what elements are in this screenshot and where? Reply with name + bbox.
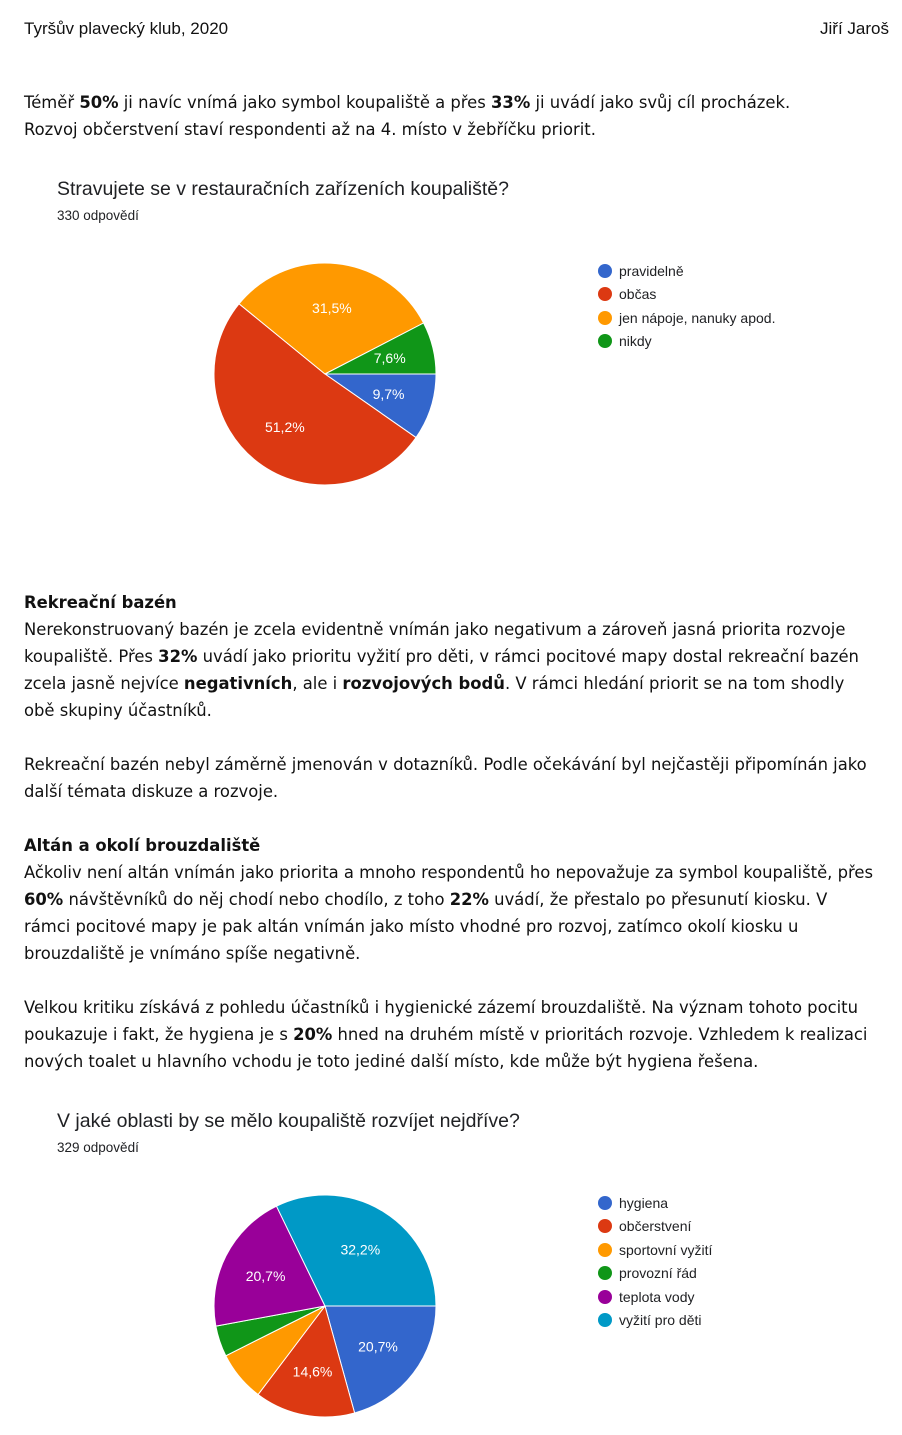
legend-item <box>598 1191 712 1215</box>
pie-chart <box>0 1102 902 1435</box>
legend-label: vyžití pro děti <box>619 1312 702 1329</box>
legend-swatch <box>598 1196 612 1210</box>
chart-title: V jaké oblasti by se mělo koupaliště rozvíjet nejdříve? <box>57 1110 520 1132</box>
chart-response-count: 330 odpovědí <box>57 208 139 223</box>
legend-swatch <box>598 1219 612 1233</box>
chart-response-count: 329 odpovědí <box>57 1140 139 1155</box>
legend-swatch <box>598 1313 612 1327</box>
pie-data-label: 20,7% <box>358 1338 398 1355</box>
legend-swatch <box>598 1290 612 1304</box>
section-title: Rekreační bazén <box>24 593 177 612</box>
chart-title: Stravujete se v restauračních zařízeních koupaliště? <box>57 178 509 200</box>
legend-item <box>598 259 775 283</box>
legend-swatch <box>598 287 612 301</box>
legend-label: teplota vody <box>619 1288 695 1305</box>
legend-label: pravidelně <box>619 262 684 279</box>
legend-label: sportovní vyžití <box>619 1241 713 1258</box>
legend-item <box>598 1285 712 1309</box>
chart-development-priorities <box>0 1102 902 1435</box>
legend-label: hygiena <box>619 1194 669 1211</box>
legend-swatch <box>598 1243 612 1257</box>
intro-paragraph <box>24 89 874 143</box>
legend-swatch <box>598 264 612 278</box>
pie-data-label: 7,6% <box>373 350 406 367</box>
legend-swatch <box>598 334 612 348</box>
legend-label: nikdy <box>619 333 652 350</box>
legend-item <box>598 1262 712 1286</box>
pie-data-label: 32,2% <box>340 1241 381 1258</box>
document-header-left: Tyršův plavecký klub, 2020 <box>24 19 229 38</box>
section-paragraph: Velkou kritiku získává z pohledu účastníků i hygienické zázemí brouzdaliště. Na význam tohoto pocitu poukazuje i fakt, že hygiena je s 20% hned na druhém místě v prioritách rozvoje. Vzhledem k realizaci nových toalet u hlavního vchodu je toto jediné další místo, kde může být hygiena řešena. <box>24 998 868 1071</box>
section-paragraph: Ačkoliv není altán vnímán jako priorita a mnoho respondentů ho nepovažuje za symbol koupaliště, přes 60% návštěvníků do něj chodí nebo chodílo, z toho 22% uvádí, že přestalo po přesunutí kiosku. V rámci pocitové mapy je pak altán vnímán jako místo vhodné pro rozvoj, zatímco okolí kiosku u brouzdaliště je vnímáno spíše negativně. <box>24 863 873 963</box>
pie-data-label: 20,7% <box>245 1267 286 1284</box>
pie-data-label: 31,5% <box>312 299 352 316</box>
legend-item <box>598 283 775 307</box>
legend-label: občerstvení <box>619 1218 692 1235</box>
section-paragraph: Rekreační bazén nebyl záměrně jmenován v dotazníků. Podle očekávání byl nejčastěji připomínán jako další témata diskuze a rozvoje. <box>24 755 867 801</box>
legend-swatch <box>598 311 612 325</box>
legend-label: provozní řád <box>619 1265 697 1282</box>
document-header-author: Jiří Jaroš <box>820 19 889 38</box>
chart-legend <box>598 259 775 353</box>
chart-dining <box>0 170 902 510</box>
legend-label: občas <box>619 286 657 303</box>
pie-data-label: 51,2% <box>264 419 305 436</box>
section-paragraph: Nerekonstruovaný bazén je zcela evidentně vnímán jako negativum a zároveň jasná priorita rozvoje koupaliště. Přes 32% uvádí jako prioritu vyžití pro děti, v rámci pocitové mapy dostal rekreační bazén zcela jasně nejvíce negativních, ale i rozvojových bodů. V rámci hledání priorit se na tom shodly obě skupiny účastníků. <box>24 620 859 720</box>
chart-legend <box>598 1191 712 1332</box>
legend-item <box>598 330 775 354</box>
legend-item <box>598 1309 712 1333</box>
legend-item <box>598 1215 712 1239</box>
legend-item <box>598 306 775 330</box>
legend-swatch <box>598 1266 612 1280</box>
pie-data-label: 9,7% <box>372 385 405 402</box>
legend-item <box>598 1238 712 1262</box>
intro-line-1: Téměř 50% ji navíc vnímá jako symbol koupaliště a přes 33% ji uvádí jako svůj cíl procházek. <box>24 93 791 112</box>
pie-data-label: 14,6% <box>292 1363 333 1380</box>
intro-line-2: Rozvoj občerstvení staví respondenti až na 4. místo v žebříčku priorit. <box>24 120 596 139</box>
section-title: Altán a okolí brouzdaliště <box>24 836 261 855</box>
section-recreational-pool <box>24 589 874 1075</box>
legend-label: jen nápoje, nanuky apod. <box>619 309 776 326</box>
